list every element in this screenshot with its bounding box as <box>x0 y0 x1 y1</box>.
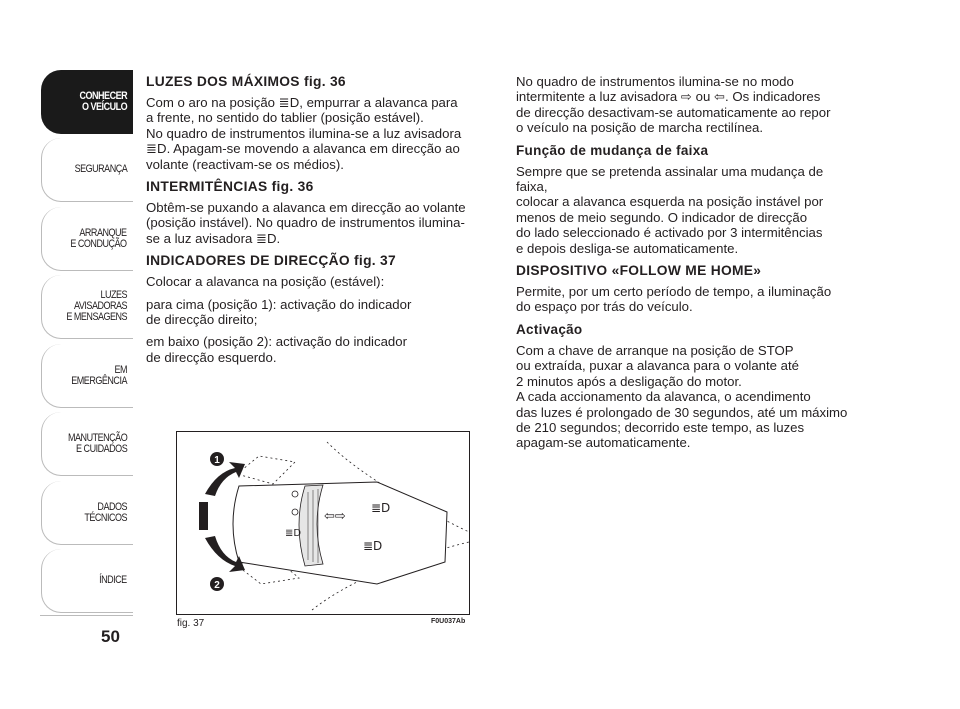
tab-label: EM EMERGÊNCIA <box>71 363 127 387</box>
indicators-text-1: Colocar a alavanca na posição (estável): <box>146 274 385 290</box>
arrow-shaft <box>199 502 208 530</box>
flash-text: Obtêm-se puxando a alavanca em direcção ao volante (posição instável). No quadro de instrumentos ilumina- se a luz avisadora ≣D. <box>146 200 466 246</box>
activation-text: Com a chave de arranque na posição de STOP ou extraída, puxar a alavanca para o volante até 2 minutos após a desligação do motor. A cada accionamento da alavanca, o acendimento das luzes é prolongado de 30 segundos, até um máximo de 210 segundos; decorrido este tempo, as luzes apagam-se automaticamente. <box>516 342 848 451</box>
tab-conhecer-o-veiculo[interactable] <box>41 70 133 134</box>
indicators-heading: INDICADORES DE DIRECÇÃO fig. 37 <box>146 253 397 269</box>
tab-label: ARRANQUE E CONDUÇÃO <box>70 226 127 250</box>
right-column <box>516 74 856 458</box>
tab-label: ÍNDICE <box>99 574 127 586</box>
tab-em-emergencia[interactable] <box>41 344 133 408</box>
upper-position-outline <box>237 456 295 484</box>
left-column <box>146 74 496 372</box>
tab-dados-tecnicos[interactable] <box>41 481 133 545</box>
follow-me-home-heading: DISPOSITIVO «FOLLOW ME HOME» <box>516 263 762 279</box>
follow-me-home-text: Permite, por um certo período de tempo, a iluminação do espaço por trás do veículo. <box>516 284 832 315</box>
intro-text: No quadro de instrumentos ilumina-se no modo intermitente a luz avisadora ⇨ ou ⇦. Os indicadores de direcção desactivam-se automaticamente ao repor o veículo na posição de marcha rectilínea. <box>516 74 831 136</box>
indicators-text-2: para cima (posição 1): activação do indicador de direcção direito; <box>146 296 412 328</box>
figure-code: F0U037Ab <box>431 618 466 625</box>
tab-label: SEGURANÇA <box>74 163 127 175</box>
lane-change-heading: Função de mudança de faixa <box>516 142 709 158</box>
tab-label: LUZES AVISADORAS E MENSAGENS <box>66 289 127 323</box>
flash-heading: INTERMITÊNCIAS fig. 36 <box>146 179 314 195</box>
figure-caption: fig. 37 <box>177 618 205 629</box>
footer-rule <box>40 615 133 616</box>
low-beam-icon: ≣D <box>285 528 302 539</box>
position-1-label: 1 <box>214 455 220 466</box>
tab-manutencao-e-cuidados[interactable] <box>41 412 133 476</box>
high-beam-forward-icon: ≣D <box>371 501 391 515</box>
high-beam-heading: LUZES DOS MÁXIMOS fig. 36 <box>146 74 346 89</box>
page-number: 50 <box>101 627 120 646</box>
activation-heading: Activação <box>516 321 583 337</box>
high-beam-pull-icon: ≣D <box>363 539 383 553</box>
tab-luzes-avisadoras[interactable] <box>41 275 133 339</box>
stalk-body <box>233 482 447 584</box>
turn-arrows-icon: ⇦⇨ <box>324 509 346 524</box>
stalk-illustration <box>177 432 469 614</box>
tab-label: DADOS TÉCNICOS <box>84 500 127 524</box>
position-2-label: 2 <box>214 580 220 591</box>
tab-arranque-e-conducao[interactable] <box>41 207 133 271</box>
indicators-text-3: em baixo (posição 2): activação do indicador de direcção esquerdo. <box>146 334 407 365</box>
tab-indice[interactable] <box>41 549 133 613</box>
tab-label: MANUTENÇÃO E CUIDADOS <box>67 431 127 455</box>
high-beam-text: Com o aro na posição ≣D, empurrar a alavanca para a frente, no sentido do tablier (posição estável). No quadro de instrumentos ilumina-se a luz avisadora ≣D. Apagam-se movendo a alavanca em direcção ao volante (reactivam-se os médios). <box>146 95 462 172</box>
figure-37 <box>176 431 470 615</box>
lane-change-text: Sempre que se pretenda assinalar uma mudança de faixa, colocar a alavanca esquerda na posição instável por menos de meio segundo. O indicador de direcção do lado seleccionado é activado por 3 intermitências e depois desliga-se automaticamente. <box>516 163 824 256</box>
tab-seguranca[interactable] <box>41 138 133 202</box>
tab-label: CONHECER O VEÍCULO <box>79 90 127 113</box>
